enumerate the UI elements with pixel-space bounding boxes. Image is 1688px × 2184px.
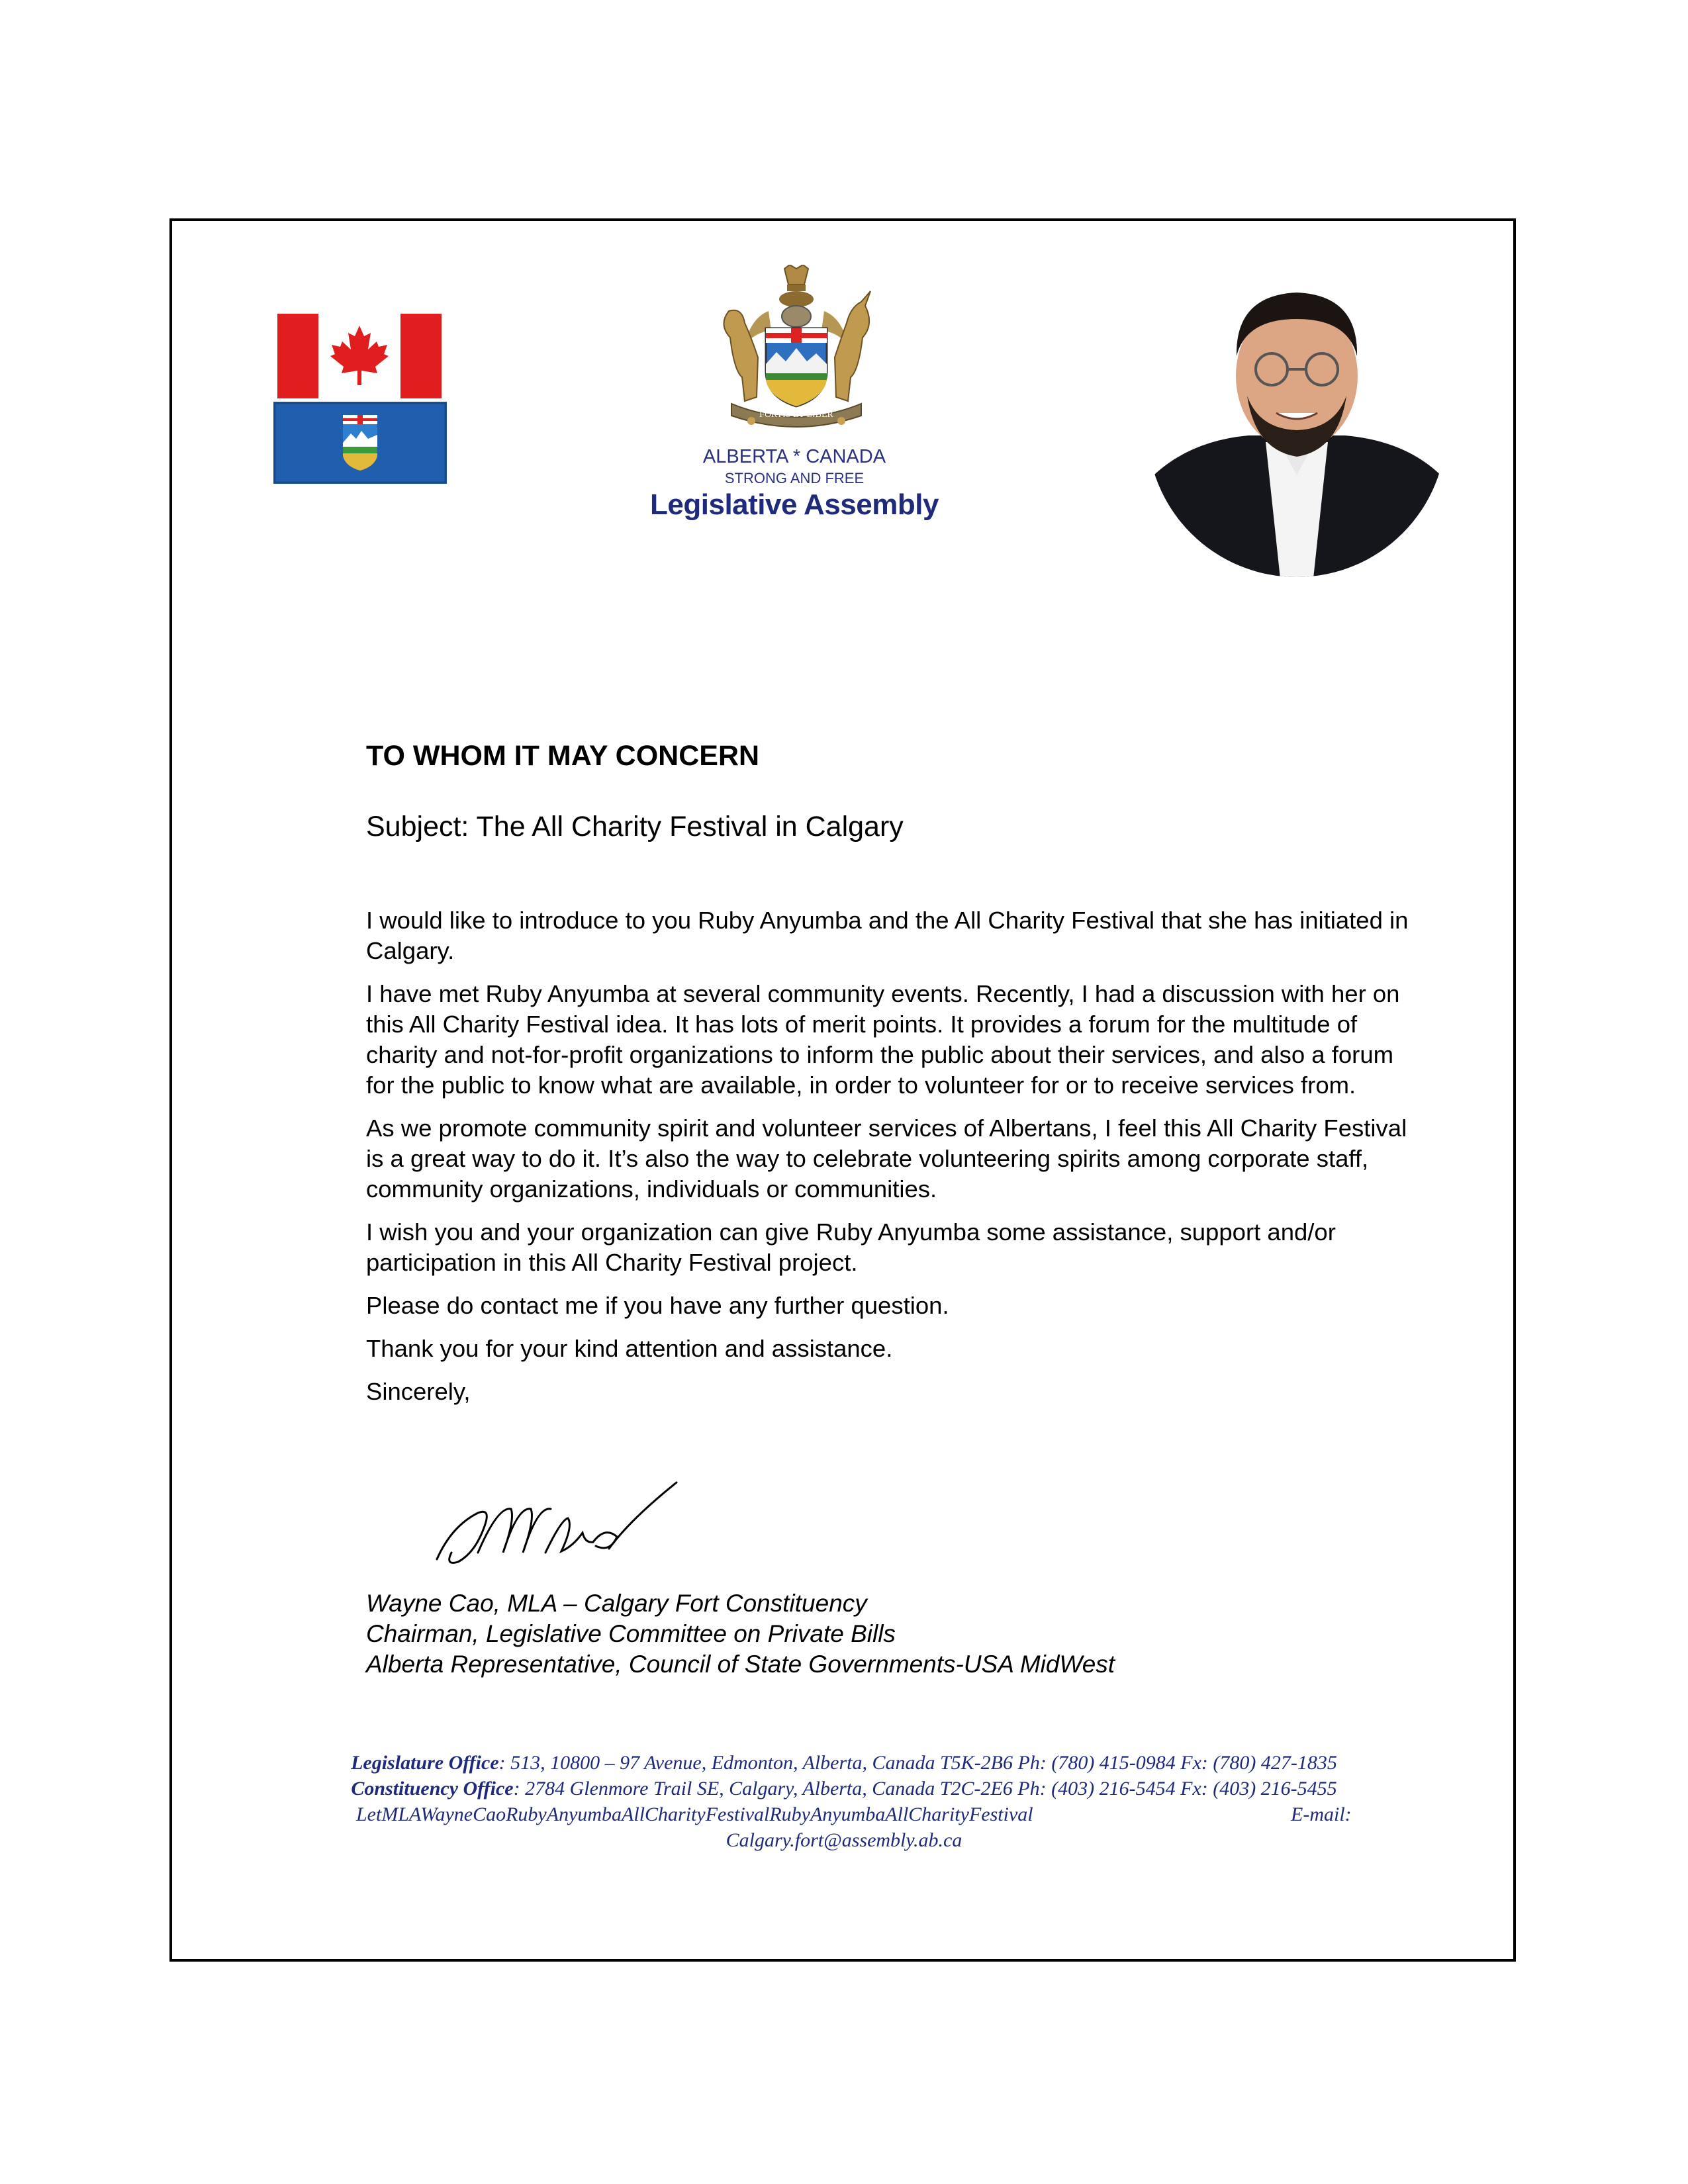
filename-row bbox=[192, 1801, 1496, 1827]
legislative-assembly-title: Legislative Assembly bbox=[650, 488, 939, 521]
email-label: E-mail: bbox=[1291, 1803, 1352, 1825]
letter-paragraph: Please do contact me if you have any further question. bbox=[366, 1292, 949, 1319]
letter-paragraph: Thank you for your kind attention and assistance. bbox=[366, 1335, 893, 1362]
letter-closing: Sincerely, bbox=[366, 1378, 471, 1405]
crest-motto-line2: STRONG AND FREE bbox=[724, 470, 865, 486]
crest-motto-line1: ALBERTA * CANADA bbox=[702, 446, 886, 467]
legislature-office-label: Legislature Office bbox=[351, 1752, 499, 1774]
greeting-heading: TO WHOM IT MAY CONCERN bbox=[366, 740, 760, 772]
handwritten-signature bbox=[432, 1480, 683, 1579]
mla-portrait-photo bbox=[1136, 277, 1458, 578]
signatory-title: Chairman, Legislative Committee on Private Bills bbox=[366, 1620, 896, 1647]
alberta-flag-icon bbox=[273, 402, 447, 484]
letter-body bbox=[366, 905, 1412, 1420]
constituency-office-address: : 2784 Glenmore Trail SE, Calgary, Alberta, Canada T2C-2E6 Ph: (403) 216-5454 Fx: (403) 216-5455 bbox=[513, 1778, 1337, 1799]
subject-line: Subject: The All Charity Festival in Calgary bbox=[366, 811, 904, 842]
crest-ribbon-text: FORTIS ET LIBER bbox=[759, 410, 833, 420]
legislature-office-address: : 513, 10800 – 97 Avenue, Edmonton, Alberta, Canada T5K-2B6 Ph: (780) 415-0984 Fx: (780) 427-1835 bbox=[498, 1752, 1337, 1774]
constituency-office-row bbox=[192, 1776, 1496, 1801]
constituency-office-label: Constituency Office bbox=[351, 1778, 514, 1799]
letter-paragraph: As we promote community spirit and volunteer services of Albertans, I feel this All Charity Festival is a great way to do it. It’s also the way to celebrate volunteering spirits among corporate staff, community organizations, individuals or communities. bbox=[366, 1115, 1407, 1203]
email-address[interactable]: Calgary.fort@assembly.ab.ca bbox=[726, 1829, 962, 1851]
document-filename: LetMLAWayneCaoRubyAnyumbaAllCharityFestivalRubyAnyumbaAllCharityFestival bbox=[356, 1803, 1033, 1825]
letter-paragraph: I wish you and your organization can give Ruby Anyumba some assistance, support and/or participation in this All Charity Festival project. bbox=[366, 1218, 1336, 1276]
signatory-name: Wayne Cao, MLA – Calgary Fort Constituency bbox=[366, 1590, 867, 1617]
canada-flag-icon bbox=[277, 314, 442, 398]
contact-footer bbox=[192, 1750, 1496, 1853]
signature-block bbox=[366, 1588, 1115, 1680]
legislature-office-row bbox=[192, 1750, 1496, 1776]
alberta-coat-of-arms-icon bbox=[705, 265, 888, 435]
letter-paragraph: I have met Ruby Anyumba at several community events. Recently, I had a discussion with her on this All Charity Festival idea. It has lots of merit points. It provides a forum for the multitude of charity and not-for-profit organizations to inform the public about their services, and also a forum for the public to know what are available, in order to volunteer for or to receive services from. bbox=[366, 980, 1400, 1099]
letter-paragraph: I would like to introduce to you Ruby Anyumba and the All Charity Festival that she has initiated in Calgary. bbox=[366, 907, 1409, 964]
signatory-role: Alberta Representative, Council of State Governments-USA MidWest bbox=[366, 1651, 1115, 1678]
